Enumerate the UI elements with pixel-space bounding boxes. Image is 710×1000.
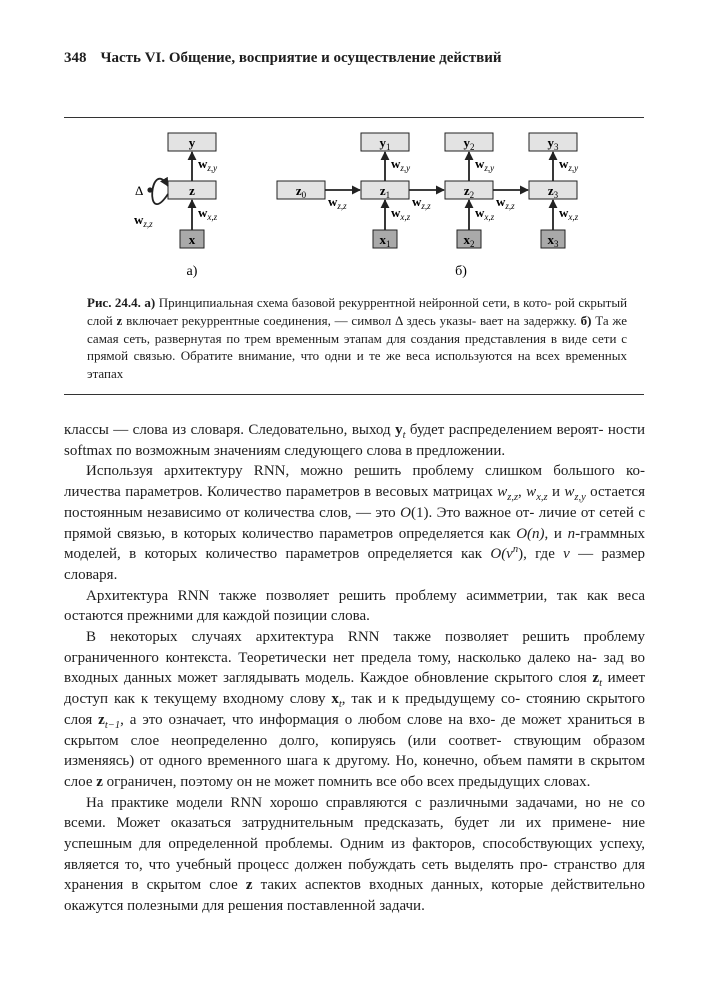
step-3-weight-xz: $w_{x,z}$	[559, 205, 579, 222]
figure-caption	[87, 294, 627, 383]
figure-top-rule	[64, 117, 644, 118]
step-2-input-label: $x_2$	[463, 232, 475, 249]
rnn-figure	[64, 122, 644, 292]
step-1-weight-xz: $w_{x,z}$	[391, 205, 411, 222]
p2-v-open: (v	[501, 546, 513, 563]
step-2-weight-zy: $w_{z,y}$	[475, 156, 495, 173]
input-node-x-label: x	[188, 232, 196, 247]
step-1-input-label: $x_1$	[379, 232, 391, 249]
p2-big-o-2: O	[516, 525, 528, 542]
weight-zz-z1-z2: $w_{z,z}$	[412, 194, 431, 211]
weight-zz-z2-z3: $w_{z,z}$	[496, 194, 515, 211]
panel-b-diagram	[277, 133, 579, 279]
step-2-weight-xz: $w_{x,z}$	[475, 205, 495, 222]
caption-text-b: Та же самая сеть, развернутая по трем временным этапам для создания представления в виде сети с прямой связью. Обратите внимание, что одни и те же веса используются на всех временных этапах	[87, 312, 628, 382]
panel-b-label: б)	[455, 264, 467, 279]
step-3-weight-zy: $w_{z,y}$	[559, 156, 579, 173]
p2-one: (1)	[410, 504, 429, 521]
p2-text-c: . Это важное от- личие от сетей с прямой связью, в которых количество параметров определяется как	[64, 504, 645, 542]
recurrent-loop	[152, 179, 168, 204]
p4-z-t-1: z	[98, 711, 105, 728]
p4-text-d: , а это означает, что информация о любом слове на вхо- де может храниться в скрытом слое неопределенно долго, копируясь (или соответ- ствующим образом изменяясь) от одного временного шага к другому. Но, конечно, объем памяти в скрытом слое	[64, 711, 645, 790]
panel-a-diagram	[134, 133, 218, 279]
p4-z: z	[96, 773, 103, 790]
p2-big-o-1: O	[400, 504, 411, 521]
weight-zz-label: $w_{z,z}$	[134, 212, 153, 229]
caption-a-label: а)	[144, 295, 156, 310]
p1-text-a: классы — слова из словаря. Следовательно, выход	[64, 422, 391, 438]
p1-y-symbol: y	[395, 422, 403, 438]
p4-x-t: x	[331, 691, 339, 708]
p2-xz-sub: x,z	[536, 492, 548, 504]
delay-symbol: Δ	[135, 183, 144, 198]
p2-w-zy: w	[564, 484, 575, 501]
p2-w-zz: w	[497, 484, 508, 501]
p4-text-b: имеет доступ как к текущему входному слову	[64, 670, 646, 708]
caption-figure-label: Рис. 24.4.	[87, 295, 141, 310]
paragraph-1	[64, 420, 645, 461]
weight-zz-z0-z1: $w_{z,z}$	[328, 194, 347, 211]
p2-n: n	[567, 525, 576, 542]
p4-text-e: ограничен, поэтому он не может помнить все обо всех предыдущих словах.	[106, 773, 591, 790]
p2-text-g: — размер словаря.	[64, 546, 645, 583]
p2-text-a: Используя архитектуру RNN, можно решить проблему слишком большого ко- личества параметров. Количество параметров в весовых матрицах	[64, 463, 645, 501]
paragraph-3	[64, 586, 645, 627]
panel-a-label: а)	[186, 264, 198, 279]
p2-big-o-3: O	[490, 546, 502, 563]
step-2-hidden-label: $z_2$	[463, 183, 475, 200]
p2-w-xz: w	[526, 484, 537, 501]
p1-t-subscript: t	[402, 430, 406, 441]
p2-text-e: -граммных моделей, в которых количество параметров определяется как	[64, 525, 646, 563]
caption-text-a1: Принципиальная схема базовой рекуррентной нейронной сети, в кото- рой скрытый слой	[87, 295, 628, 328]
p2-text-b: остается постоянным независимо от количества слов, — это	[64, 484, 645, 521]
p5-text-a: На практике модели RNN хорошо справляются с различными задачами, но не со всеми. Может оказаться затруднительным предсказать, будет ли их примене- ние успешным для определенной проблемы. Одним из факторов, способствующих успеху, является то, что учебный процесс должен побуждать сеть выделять про- странство для хранения в скрытом слое	[64, 794, 645, 894]
p2-and: и	[551, 484, 560, 501]
paragraph-5	[64, 793, 645, 917]
p2-text-f: , где	[523, 546, 555, 563]
running-header	[64, 50, 644, 67]
caption-z-symbol: z	[116, 312, 123, 328]
body-text	[64, 420, 645, 917]
step-1-hidden-label: $z_1$	[379, 183, 391, 200]
p2-zz-sub: z,z	[507, 492, 519, 504]
chapter-title: Часть VI. Общение, восприятие и осуществление действий	[100, 50, 502, 66]
step-1-output-label: $y_1$	[379, 135, 391, 152]
step-3-output-label: $y_3$	[547, 135, 559, 152]
p2-n-sup: n	[512, 544, 519, 556]
paragraph-2	[64, 461, 645, 585]
p4-text-a: В некоторых случаях архитектура RNN также позволяет решить проблему ограниченного контекста. Теоретически нет предела тому, насколько далеко на- зад во входных данных может заглядывать модель. Каждое обновление скрытого слоя	[64, 629, 645, 687]
caption-text-a2: включает рекуррентные соединения, — символ Δ здесь указы- вает на задержку.	[126, 312, 577, 328]
p5-text-b: таких аспектов входных данных, которые действительно окажутся полезными для решения поставленной задачи.	[64, 877, 646, 915]
p5-z: z	[245, 877, 253, 894]
step-1-weight-zy: $w_{z,y}$	[391, 156, 411, 173]
p2-v: v	[563, 546, 570, 563]
step-3-input-label: $x_3$	[547, 232, 559, 249]
p4-z-t: z	[592, 670, 600, 687]
p4-text-c: , так и к предыдущему со- стоянию скрытого слоя	[64, 691, 646, 728]
weight-xz-label: $w_{x,z}$	[198, 205, 218, 222]
step-2-output-label: $y_2$	[463, 135, 475, 152]
p4-t-minus-1-sub: t−1	[104, 719, 121, 731]
p2-zy-sub: z,y	[574, 492, 586, 504]
page-number: 348	[64, 50, 87, 66]
output-node-y-label: y	[188, 135, 196, 150]
p4-t-sub-2: t	[338, 699, 342, 711]
caption-b-label: б)	[580, 312, 592, 328]
hidden-node-z-label: z	[189, 183, 195, 198]
paragraph-4	[64, 627, 645, 793]
p1-text-b: будет распределением вероят- ности softmax по возможным значениям следующего слова в предложении.	[64, 422, 646, 459]
p2-comma: ,	[518, 484, 522, 501]
delay-dot	[147, 187, 152, 192]
p3-text: Архитектура RNN также позволяет решить проблему асимметрии, так как веса остаются прежними для каждой позиции слова.	[64, 587, 645, 625]
p2-n-arg: (n)	[527, 525, 545, 542]
step-3-hidden-label: $z_3$	[547, 183, 559, 200]
z0-label: $z_0$	[295, 183, 307, 200]
figure-bottom-rule	[64, 394, 644, 395]
p2-close: )	[518, 546, 524, 563]
p4-t-sub-1: t	[599, 678, 603, 690]
p2-text-d: , и	[544, 525, 562, 542]
weight-zy-label: $w_{z,y}$	[198, 156, 218, 173]
